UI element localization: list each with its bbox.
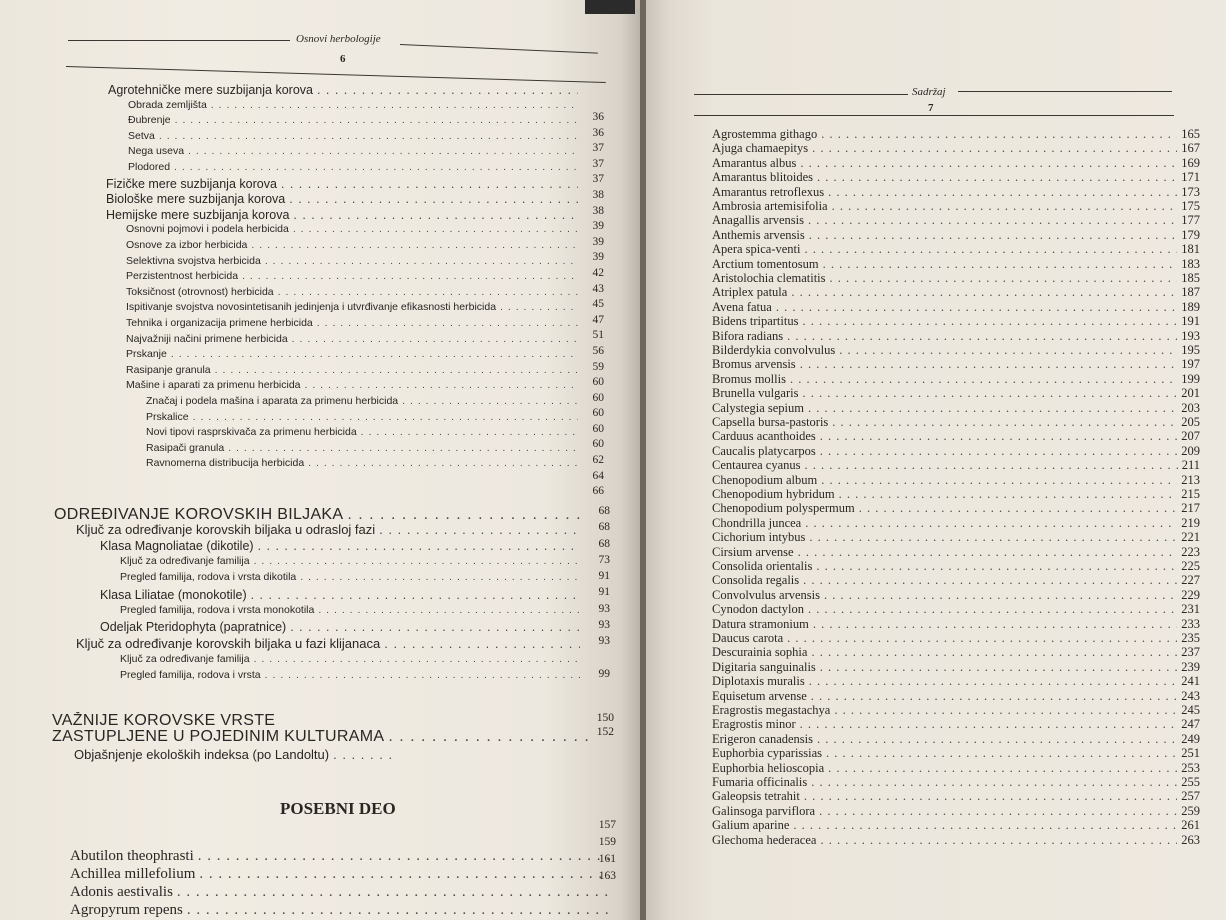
species-entry: Cichorium intybus . . . 221 [712, 530, 1200, 545]
toc-entry: Najvažniji načini primene herbicida . . . [126, 333, 578, 345]
species-page-number: 215 [1181, 487, 1200, 501]
species-page-number: 235 [1181, 631, 1200, 645]
page-number-right: 7 [928, 102, 934, 114]
species-page-number: 263 [1181, 832, 1200, 847]
toc-page-number: 37 [592, 157, 604, 170]
species-entry: Euphorbia helioscopia . . . 253 [712, 761, 1200, 776]
species-entry: Adonis aestivalis . . . [70, 884, 610, 901]
toc-entry: Plodored . . . [128, 161, 578, 173]
toc-page-number: 38 [592, 188, 604, 201]
species-page-number: 239 [1181, 659, 1200, 674]
toc-page-number: 60 [592, 376, 604, 389]
toc-page-number: 60 [592, 438, 604, 451]
toc-page-number: 47 [592, 313, 604, 326]
species-page-number: 179 [1181, 227, 1200, 242]
toc-entry: Perzistentnost herbicida . . . [126, 270, 578, 282]
toc-entry: Ključ za određivanje korovskih biljaka u odrasloj fazi . . . [76, 522, 580, 537]
toc-entry: Novi tipovi rasprskivača za primenu herbicida . . . [146, 426, 578, 438]
toc-page-number: 93 [598, 635, 610, 648]
running-header-right: Sadržaj [912, 86, 946, 98]
species-entry: Bromus mollis . . . 199 [712, 372, 1200, 387]
toc-page-number: 66 [592, 485, 604, 498]
posebni-pages: 157 159 161 163 [598, 819, 616, 882]
toc-entry: Tehnika i organizacija primene herbicida . . . [126, 317, 578, 329]
toc-entry: ODREĐIVANJE KOROVSKIH BILJAKA . . . [54, 506, 580, 524]
toc-page-number: 62 [592, 454, 604, 467]
toc-entry: Đubrenje . . . [128, 114, 578, 126]
species-page-number: 233 [1181, 616, 1200, 631]
toc-page-number: 99 [598, 667, 610, 680]
species-entry: Atriplex patula . . . 187 [712, 285, 1200, 300]
toc-page-number: 39 [592, 251, 604, 264]
species-page-number: 165 [1181, 127, 1200, 141]
species-page-number: 211 [1181, 458, 1200, 473]
header-rule-right-r [958, 91, 1172, 92]
species-page-number: 255 [1181, 775, 1200, 789]
toc-page-number: 60 [592, 391, 604, 404]
toc-entry: Odeljak Pteridophyta (papratnice) . . . [100, 620, 580, 634]
species-entry: Achillea millefolium . . . [70, 866, 610, 883]
toc-entry: Rasipači granula . . . [146, 442, 578, 454]
toc-entry: Osnovni pojmovi i podela herbicida . . . [126, 223, 578, 235]
species-entry: Bromus arvensis . . . 197 [712, 357, 1200, 372]
toc-page-number: 43 [592, 282, 604, 295]
species-page-number: 229 [1181, 587, 1200, 602]
toc-entry: Fizičke mere suzbijanja korova . . . [106, 177, 578, 191]
toc-entry: Toksičnost (otrovnost) herbicida . . . [126, 286, 578, 298]
species-page-number: 205 [1181, 415, 1200, 429]
toc-entry: Agrotehničke mere suzbijanja korova . . . [108, 83, 578, 97]
page-number-left: 6 [340, 53, 346, 65]
toc-entry: Hemijske mere suzbijanja korova . . . [106, 208, 578, 222]
species-page-number: 191 [1181, 314, 1200, 329]
toc-entry-objasnjenje: Objašnjenje ekoloških indeksa (po Landoltu) . . . [74, 747, 394, 762]
toc-entry: Pregled familija, rodova i vrsta . . . [120, 669, 580, 681]
species-page-number: 247 [1181, 717, 1200, 732]
toc-page-number: 39 [592, 220, 604, 233]
toc-entry: Setva . . . [128, 130, 578, 142]
species-page-number: 181 [1181, 242, 1200, 257]
toc-entry: Pregled familija, rodova i vrsta dikotila . . . [120, 571, 580, 583]
species-entry: Calystegia sepium . . . 203 [712, 401, 1200, 416]
species-page-number: 185 [1181, 271, 1200, 285]
species-page-number: 217 [1181, 501, 1200, 516]
species-page-number: 195 [1181, 343, 1200, 357]
toc-page-number: 38 [592, 204, 604, 217]
species-entry: Centaurea cyanus . . . 211 [712, 458, 1200, 473]
toc-entry: Značaj i podela mašina i aparata za primenu herbicida . . . [146, 395, 578, 407]
vaznije-pages: 150 152 [596, 712, 614, 738]
toc-page-number: 91 [598, 586, 610, 599]
toc-page-number: 73 [598, 553, 610, 566]
species-page-number: 219 [1181, 515, 1200, 530]
species-page-number: 237 [1181, 645, 1200, 660]
species-page-number: 257 [1181, 789, 1200, 804]
species-entry: Chenopodium hybridum . . . 215 [712, 487, 1200, 502]
toc-page-number: 68 [598, 521, 610, 534]
header-rule-right [400, 44, 598, 54]
species-entry: Erigeron canadensis . . . 249 [712, 732, 1200, 747]
species-page-number: 177 [1181, 213, 1200, 228]
section-title-posebni-deo: POSEBNI DEO [280, 799, 396, 818]
header-rule-left-r [694, 94, 908, 95]
species-page-number: 221 [1181, 530, 1200, 545]
species-page-number: 245 [1181, 703, 1200, 717]
species-entry: Anthemis arvensis . . . 179 [712, 228, 1200, 243]
toc-page-number: 36 [592, 111, 604, 123]
species-entry: Amarantus retroflexus . . . 173 [712, 185, 1200, 200]
toc-entry-vaznije-1: VAŽNIJE KOROVSKE VRSTE [52, 712, 276, 729]
species-page-number: 209 [1181, 443, 1200, 458]
species-entry: Carduus acanthoides . . . 207 [712, 429, 1200, 444]
species-page-number: 261 [1181, 818, 1200, 833]
header-rule-left [68, 40, 290, 41]
toc-entry: Pregled familija, rodova i vrsta monokotila . . . [120, 604, 580, 616]
toc-page-number: 68 [598, 505, 610, 517]
species-entry: Agropyrum repens . . . [70, 902, 610, 919]
toc-page-number: 68 [598, 537, 610, 550]
toc-entry: Ključ za određivanje korovskih biljaka u fazi klijanaca . . . [76, 636, 580, 651]
species-entry: Eragrostis minor . . . 247 [712, 717, 1200, 732]
toc-entry: Prskanje . . . [126, 348, 578, 360]
species-page-number: 259 [1181, 803, 1200, 818]
species-entry: Daucus carota . . . 235 [712, 631, 1200, 646]
toc-entry: Osnove za izbor herbicida . . . [126, 239, 578, 251]
toc-entry: Ključ za određivanje familija . . . [120, 555, 580, 567]
toc-entry: Obrada zemljišta . . . [128, 99, 578, 111]
species-page-number: 231 [1181, 602, 1200, 617]
species-page-number: 197 [1181, 357, 1200, 372]
toc-page-number: 60 [592, 422, 604, 435]
species-entry: Ambrosia artemisifolia . . . 175 [712, 199, 1200, 214]
toc-page-number: 37 [592, 173, 604, 186]
species-entry: Agrostemma githago . . . 165 [712, 127, 1200, 142]
species-entry: Chenopodium polyspermum . . . 217 [712, 501, 1200, 516]
toc-page-number: 42 [592, 266, 604, 279]
header-rule-bottom [66, 66, 606, 83]
species-entry: Galeopsis tetrahit . . . 257 [712, 789, 1200, 804]
toc-page-column-a [578, 110, 604, 500]
species-entry: Amarantus blitoides . . . 171 [712, 170, 1200, 185]
species-entry: Capsella bursa-pastoris . . . 205 [712, 415, 1200, 430]
species-entry: Galinsoga parviflora . . . 259 [712, 804, 1200, 819]
species-page-number: 193 [1181, 328, 1200, 343]
species-page-number: 169 [1181, 155, 1200, 170]
toc-page-number: 59 [592, 360, 604, 373]
species-page-number: 249 [1181, 731, 1200, 746]
toc-entry: Ravnomerna distribucija herbicida . . . [146, 457, 578, 469]
species-page-number: 171 [1181, 170, 1200, 185]
species-entry: Digitaria sanguinalis . . . 239 [712, 660, 1200, 675]
toc-page-number: 60 [592, 407, 604, 420]
toc-entry: Nega useva . . . [128, 145, 578, 157]
species-page-number: 199 [1181, 371, 1200, 386]
species-page-number: 183 [1181, 256, 1200, 271]
species-entry: Glechoma hederacea . . . 263 [712, 833, 1200, 848]
species-entry: Consolida orientalis . . . 225 [712, 559, 1200, 574]
species-entry: Bifora radians . . . 193 [712, 329, 1200, 344]
toc-entry: Selektivna svojstva herbicida . . . [126, 255, 578, 267]
species-entry: Eragrostis megastachya . . . 245 [712, 703, 1200, 718]
toc-entry: Klasa Magnoliatae (dikotile) . . . [100, 539, 580, 553]
species-entry: Chondrilla juncea . . . 219 [712, 516, 1200, 531]
species-entry: Apera spica-venti . . . 181 [712, 242, 1200, 257]
species-entry: Galium aparine . . . 261 [712, 818, 1200, 833]
header-rule-bottom-r [694, 115, 1174, 116]
species-entry: Convolvulus arvensis . . . 229 [712, 588, 1200, 603]
species-entry: Diplotaxis muralis . . . 241 [712, 674, 1200, 689]
species-page-number: 213 [1181, 472, 1200, 487]
toc-page-number: 45 [592, 298, 604, 311]
species-entry: Bilderdykia convolvulus . . . 195 [712, 343, 1200, 358]
species-page-number: 225 [1181, 559, 1200, 573]
species-page-number: 251 [1181, 746, 1200, 761]
running-header-left: Osnovi herbologije [296, 33, 381, 45]
species-entry: Anagallis arvensis . . . 177 [712, 213, 1200, 228]
species-page-number: 201 [1181, 386, 1200, 401]
right-page [646, 0, 1226, 920]
species-entry: Brunella vulgaris . . . 201 [712, 386, 1200, 401]
species-entry: Consolida regalis . . . 227 [712, 573, 1200, 588]
toc-page-number: 93 [598, 619, 610, 632]
toc-page-number: 64 [592, 469, 604, 482]
species-page-number: 241 [1181, 674, 1200, 689]
species-entry: Descurainia sophia . . . 237 [712, 645, 1200, 660]
toc-page-number: 91 [598, 570, 610, 583]
toc-entry-vaznije-2: ZASTUPLJENE U POJEDINIM KULTURAMA . . . [52, 728, 592, 746]
toc-page-number: 39 [592, 235, 604, 248]
species-page-number: 227 [1181, 573, 1200, 588]
toc-page-number [580, 650, 610, 666]
toc-entry: Prskalice . . . [146, 411, 578, 423]
species-entry: Chenopodium album . . . 213 [712, 473, 1200, 488]
species-entry: Arctium tomentosum . . . 183 [712, 257, 1200, 272]
toc-page-number: 51 [592, 329, 604, 342]
species-page-number: 203 [1181, 400, 1200, 415]
toc-entry: Mašine i aparati za primenu herbicida . . . [126, 379, 578, 391]
species-entry: Ajuga chamaepitys . . . 167 [712, 141, 1200, 156]
species-page-number: 173 [1181, 184, 1200, 199]
species-entry: Fumaria officinalis . . . 255 [712, 775, 1200, 790]
species-entry: Cirsium arvense . . . 223 [712, 545, 1200, 560]
toc-entry: Biološke mere suzbijanja korova . . . [106, 192, 578, 206]
species-page-number: 167 [1181, 141, 1200, 156]
species-entry: Bidens tripartitus . . . 191 [712, 314, 1200, 329]
toc-page-number: 56 [592, 344, 604, 357]
species-entry: Avena fatua . . . 189 [712, 300, 1200, 315]
species-page-number: 207 [1181, 429, 1200, 444]
species-entry: Aristolochia clematitis . . . 185 [712, 271, 1200, 286]
toc-entry: Klasa Liliatae (monokotile) . . . [100, 588, 580, 602]
species-entry: Caucalis platycarpos . . . 209 [712, 444, 1200, 459]
species-page-number: 187 [1181, 285, 1200, 300]
book-spine [585, 0, 635, 14]
species-entry: Amarantus albus . . . 169 [712, 156, 1200, 171]
toc-page-number: 37 [592, 142, 604, 155]
toc-page-column-b [580, 503, 610, 682]
species-entry: Abutilon theophrasti . . . [70, 848, 610, 865]
toc-entry: Ključ za određivanje familija . . . [120, 653, 580, 665]
toc-entry: Rasipanje granula . . . [126, 364, 578, 376]
species-entry: Equisetum arvense . . . 243 [712, 689, 1200, 704]
toc-entry: Ispitivanje svojstva novosintetisanih jedinjenja i utvrđivanje efikasnosti herbicida . . . [126, 301, 578, 313]
species-entry: Cynodon dactylon . . . 231 [712, 602, 1200, 617]
species-page-number: 253 [1181, 760, 1200, 775]
species-page-number: 189 [1181, 299, 1200, 314]
toc-page-number: 93 [598, 602, 610, 615]
species-entry: Euphorbia cyparissias . . . 251 [712, 746, 1200, 761]
species-entry: Datura stramonium . . . 233 [712, 617, 1200, 632]
species-page-number: 175 [1181, 199, 1200, 213]
species-page-number: 243 [1181, 688, 1200, 703]
species-page-number: 223 [1181, 544, 1200, 559]
toc-page-number: 36 [592, 126, 604, 139]
